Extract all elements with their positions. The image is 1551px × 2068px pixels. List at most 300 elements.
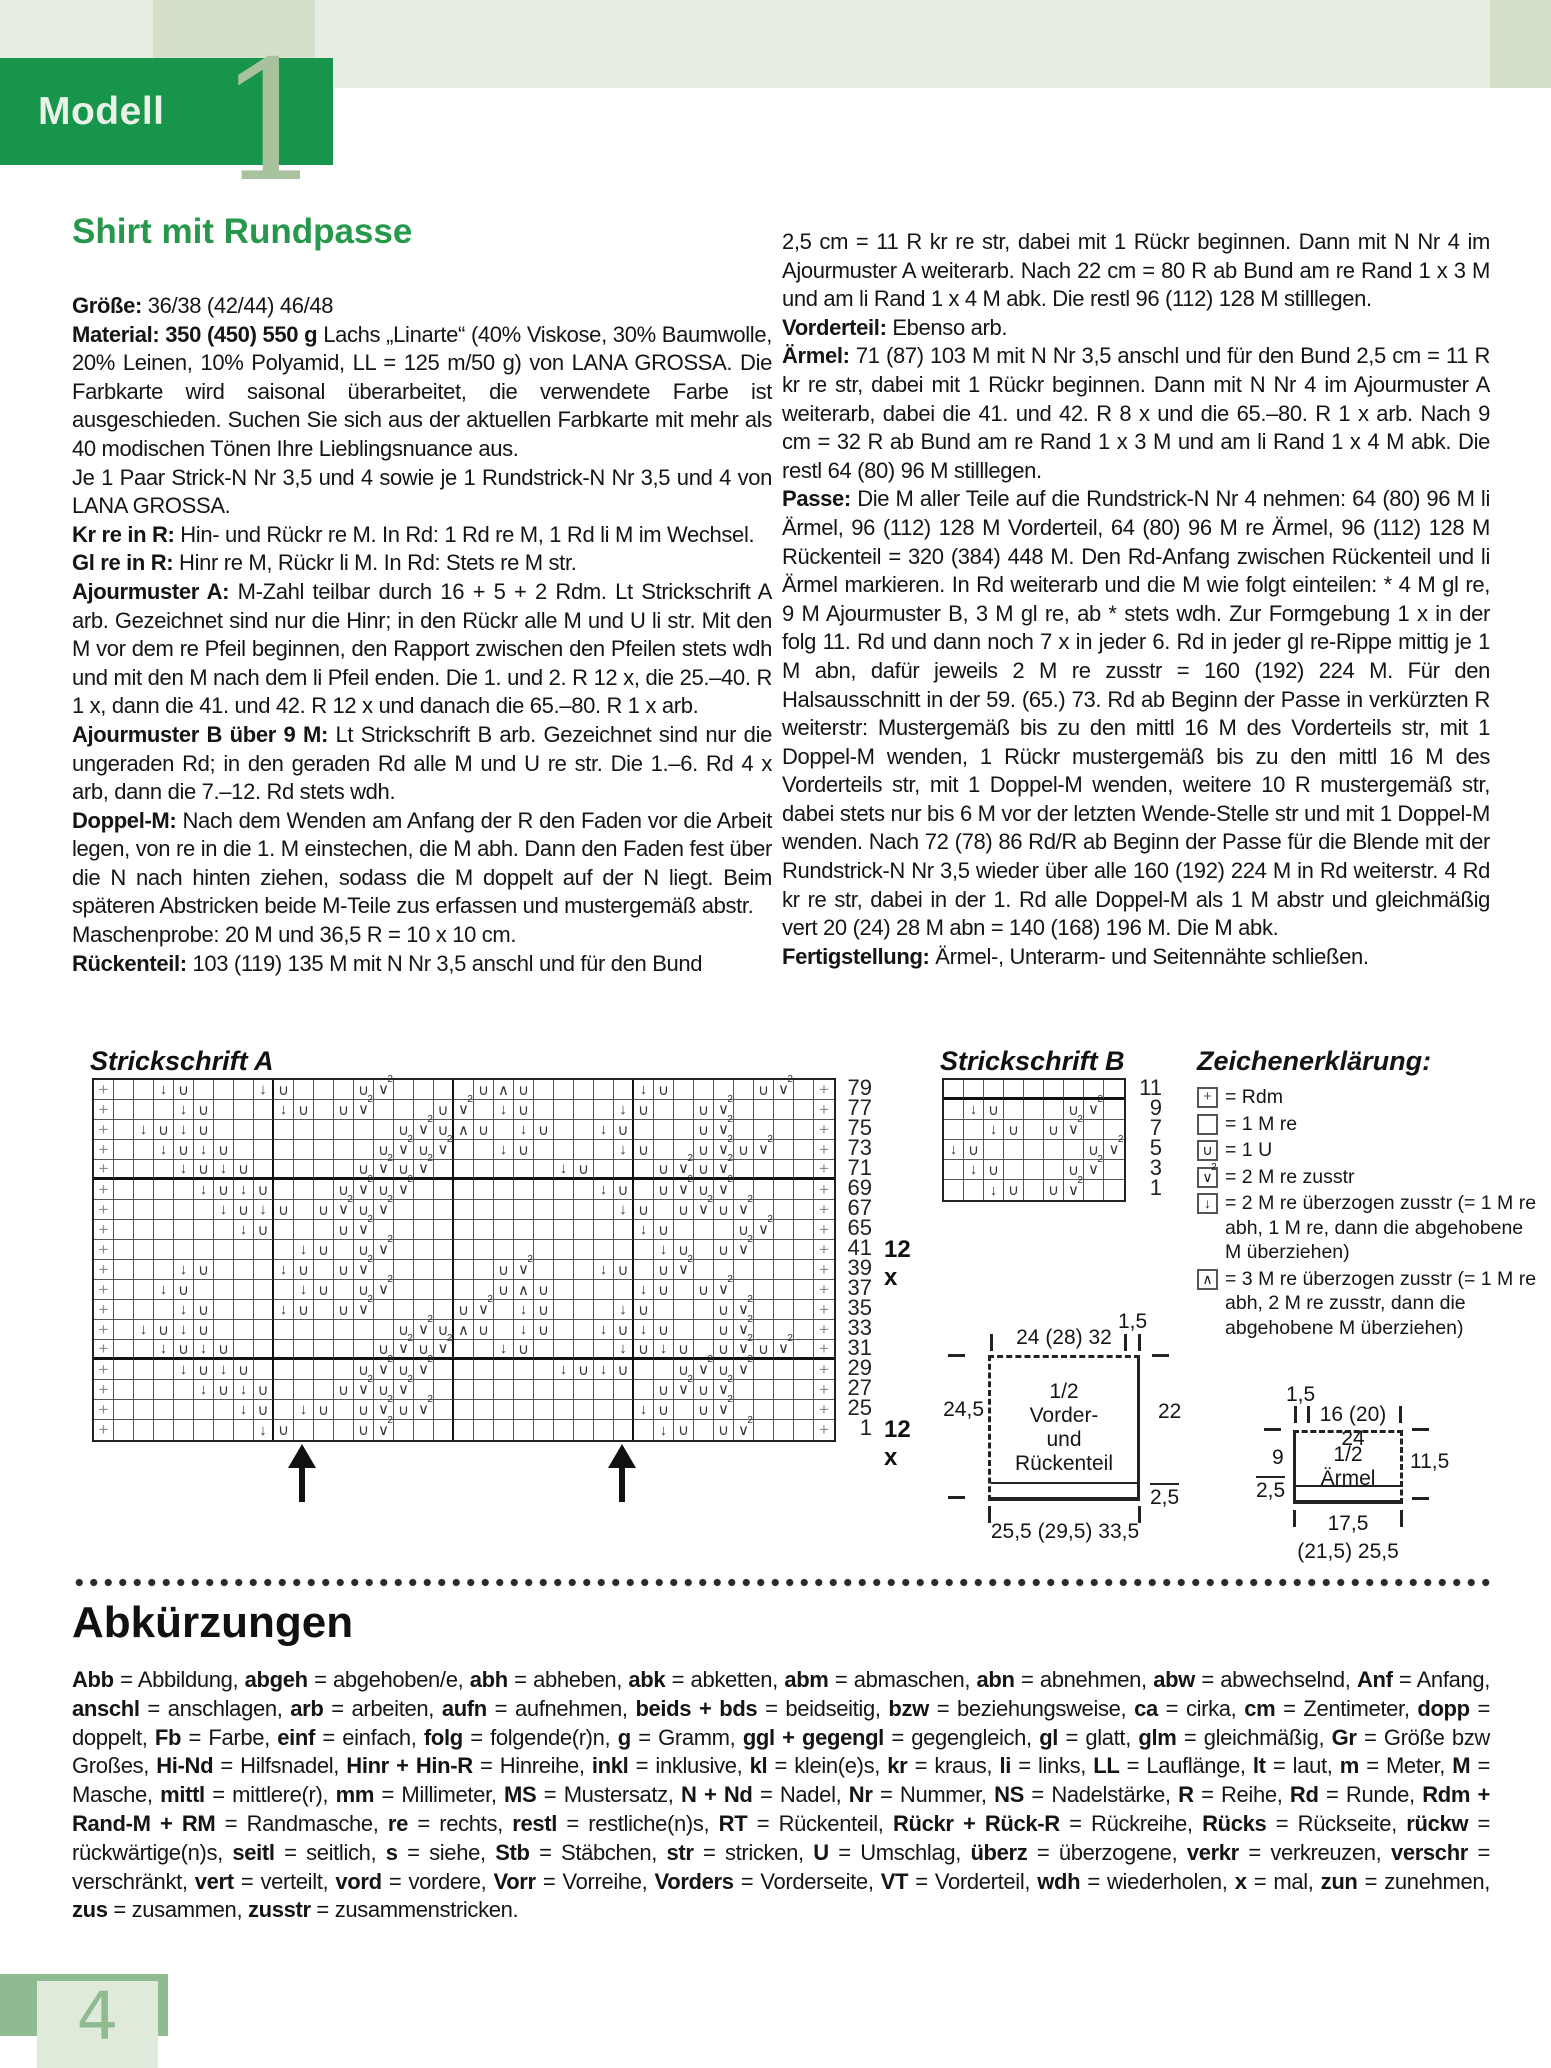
chart-cell [534,1340,554,1360]
chart-cell: ∪ [714,1340,734,1360]
chart-cell [774,1240,794,1260]
chart-cell: ↓ [634,1280,654,1300]
chart-cell: ∪ [694,1400,714,1420]
chart-cell: ↓ [634,1220,654,1240]
chart-cell [254,1160,274,1180]
chart-cell: ∪ [194,1120,214,1140]
chart-cell [214,1100,234,1120]
chart-cell [614,1080,634,1100]
chart-cell [374,1300,394,1320]
symbol-legend [1197,1046,1542,1342]
chart-cell [474,1240,494,1260]
chart-cell [574,1200,594,1220]
chart-cell: ↓ [554,1160,574,1180]
top-band-right-block [1490,0,1551,88]
chart-cell [614,1400,634,1420]
chart-cell: ∪ [414,1140,434,1160]
chart-cell [574,1320,594,1340]
chart-cell [214,1220,234,1240]
chart-cell: ∪ [294,1260,314,1280]
chart-cell [394,1260,414,1280]
chart-cell: ↓ [214,1160,234,1180]
chart-cell: ∪ [694,1160,714,1180]
chart-cell [634,1420,654,1440]
chart-cell [694,1420,714,1440]
chart-cell [984,1080,1004,1100]
chart-cell [274,1180,294,1200]
chart-cell: ∨ 2 [1084,1100,1104,1120]
chart-cell [194,1220,214,1240]
tick [1399,1406,1402,1423]
chart-cell: ∪ [334,1100,354,1120]
chart-cell [154,1420,174,1440]
chart-cell [114,1260,134,1280]
chart-cell: + [814,1340,834,1360]
chart-cell: ↓ [944,1140,964,1160]
chart-cell [674,1100,694,1120]
chart-cell [334,1160,354,1180]
chart-cell [574,1260,594,1280]
chart-cell [654,1200,674,1220]
chart-cell [334,1340,354,1360]
chart-cell [134,1380,154,1400]
chart-cell: ∨ 2 [414,1320,434,1340]
chart-cell [1104,1100,1124,1120]
legend-symbol-icon: ∧ [1197,1269,1218,1290]
chart-cell [234,1420,254,1440]
chart-cell [414,1260,434,1280]
chart-cell [574,1420,594,1440]
chart-cell: ↓ [174,1100,194,1120]
chart-cell [434,1280,454,1300]
legend-text: = 2 M re überzogen zusstr (= 1 M re abh, 1 M re, dann die abgehobene M überziehen) [1225,1192,1537,1263]
chart-cell: ∪ [314,1200,334,1220]
legend-item [1197,1162,1542,1190]
chart-cell [234,1140,254,1160]
chart-cell [514,1200,534,1220]
chart-cell: + [94,1320,114,1340]
chart-cell: + [814,1400,834,1420]
chart-cell [554,1420,574,1440]
body-left-measure: 24,5 [943,1398,984,1421]
chart-cell: ↓ [294,1400,314,1420]
chart-cell [214,1400,234,1420]
chart-cell: ∪ [354,1280,374,1300]
chart-cell: ∨ 2 [754,1220,774,1240]
chart-cell [114,1280,134,1300]
chart-cell [114,1400,134,1420]
chart-cell [774,1380,794,1400]
chart-cell: ∪ [964,1140,984,1160]
chart-cell [154,1220,174,1240]
chart-cell: ↓ [594,1180,614,1200]
chart-cell: ↓ [274,1260,294,1280]
body-outline [988,1355,1140,1501]
chart-cell [294,1220,314,1240]
chart-cell: ∨ 2 [714,1100,734,1120]
chart-cell: ∪ [194,1360,214,1380]
chart-cell: ∪ [394,1320,414,1340]
chart-cell [1024,1080,1044,1100]
chart-cell: ∪ [634,1100,654,1120]
chart-cell: + [814,1080,834,1100]
chart-cell [254,1260,274,1280]
chart-cell: ∨ 2 [394,1340,414,1360]
chart-cell [494,1300,514,1320]
chart-cell [554,1320,574,1340]
chart-cell [134,1180,154,1200]
model-banner-label: Modell [38,89,165,133]
chart-cell [454,1140,474,1160]
body-right-measure: 22 [1158,1400,1182,1423]
chart-cell: ∨ 2 [354,1260,374,1280]
chart-cell [1004,1140,1024,1160]
chart-cell [754,1180,774,1200]
chart-row-labels: 11 9 7 5 3 1 [1139,1075,1162,1200]
chart-cell [134,1220,154,1240]
chart-cell [234,1080,254,1100]
chart-cell: + [94,1200,114,1220]
chart-cell: ∪ [634,1200,654,1220]
chart-cell [254,1100,274,1120]
chart-cell [1084,1180,1104,1200]
chart-cell [234,1100,254,1120]
chart-cell: ∨ 2 [734,1240,754,1260]
chart-cell: ∪ [194,1100,214,1120]
chart-cell [944,1100,964,1120]
chart-cell: ∨ 2 [714,1400,734,1420]
abbreviations-text: Abb = Abbildung, abgeh = abgehoben/e, abh = abheben, abk = abketten, abm = abmaschen, abn = abnehmen, abw = abwechselnd, Anf = Anfang, anschl = anschlagen, arb = arbeiten, aufn = aufnehmen, beids + bds = beidseitig, bzw = beziehungsweise, ca = cirka, cm = Zentimeter, dopp = doppelt, Fb = Farbe, einf = einfach, folg = folgende(r)n, g = Gramm, ggl + gegengl = gegengleich, gl = glatt, glm = gleichmäßig, Gr = Größe bzw Großes, Hi-Nd = Hilfsnadel, Hinr + Hin-R = Hinreihe, inkl = inklusive, kl = klein(e)s, kr = kraus, li = links, LL = Lauflänge, lt = laut, m = Meter, M = Masche, mittl = mittlere(r), mm = Millimeter, MS = Mustersatz, N + Nd = Nadel, Nr = Nummer, NS = Nadelstärke, R = Reihe, Rd = Runde, Rdm + Rand-M + RM = Randmasche, re = rechts, restl = restliche(n)s, RT = Rückenteil, Rückr + Rück-R = Rückreihe, Rücks = Rückseite, rückw = rückwärtige(n)s, seitl = seitlich, s = siehe, Stb = Stäbchen, str = stricken, U = Umschlag, überz = überzogene, verkr = verkreuzen, verschr = verschränkt, vert = verteilt, vord = vordere, Vorr = Vorreihe, Vorders = Vorderseite, VT = Vorderteil, wdh = wiederholen, x = mal, zun = zunehmen, zus = zusammen, zusstr = zusammenstricken. [72,1667,1491,1923]
chart-cell [534,1080,554,1100]
chart-cell [334,1400,354,1420]
chart-cell [454,1160,474,1180]
chart-cell: ∪ [354,1200,374,1220]
chart-cell [634,1360,654,1380]
legend-items [1197,1085,1542,1340]
chart-cell [474,1360,494,1380]
legend-text: = 3 M re überzogen zusstr (= 1 M re abh, 2 M re zusstr, dann die abgehobene M überziehen) [1225,1267,1537,1339]
chart-cell [1024,1100,1044,1120]
chart-cell [334,1140,354,1160]
chart-cell [114,1080,134,1100]
chart-cell: ∪ [714,1300,734,1320]
chart-cell [114,1220,134,1240]
chart-cell [694,1080,714,1100]
chart-cell [534,1380,554,1400]
chart-cell [154,1160,174,1180]
chart-cell: ↓ [254,1200,274,1220]
chart-cell: ∪ [214,1340,234,1360]
chart-cell: ∪ [174,1280,194,1300]
chart-cell [134,1100,154,1120]
chart-cell: ∪ [694,1280,714,1300]
chart-cell: ∨ 2 [414,1400,434,1420]
chart-cell: ↓ [254,1080,274,1100]
chart-cell [474,1260,494,1280]
chart-cell: ∪ [154,1120,174,1140]
chart-cell [774,1100,794,1120]
chart-cell [294,1320,314,1340]
chart-cell [174,1400,194,1420]
chart-cell [494,1420,514,1440]
chart-cell [134,1200,154,1220]
chart-cell: ∪ [984,1100,1004,1120]
chart-cell: ↓ [514,1320,534,1340]
chart-cell: ∪ [354,1240,374,1260]
chart-cell: ∪ [174,1340,194,1360]
paragraph: Material: 350 (450) 550 g Lachs „Linarte“ (40% Viskose, 30% Baumwolle, 20% Leinen, 10% Polyamid, LL = 125 m/50 g) von LANA GROSSA. Die Farbkarte wird saisonal überarbeitet, die verwendete Farbe ist ausgeschieden. Suchen Sie sich aus der aktuellen Farbkarte mit mehr als 40 modischen Tönen Ihre Lieblingsnuance aus. [72,321,772,461]
chart-cell [174,1240,194,1260]
chart-cell: ∪ [454,1300,474,1320]
chart-cell [154,1180,174,1200]
chart-cell [534,1400,554,1420]
chart-cell [474,1380,494,1400]
chart-cell: ↓ [514,1120,534,1140]
chart-cell: ∪ [754,1340,774,1360]
chart-cell [114,1380,134,1400]
chart-cell: ↓ [614,1100,634,1120]
chart-cell [134,1360,154,1380]
chart-cell: ∪ [634,1340,654,1360]
chart-cell [754,1400,774,1420]
chart-cell: ∪ [314,1400,334,1420]
chart-cell [774,1420,794,1440]
chart-cell: ∪ [674,1360,694,1380]
chart-cell [294,1360,314,1380]
body-rib-measure: 2,5 [1150,1483,1179,1510]
chart-cell [794,1400,814,1420]
paragraph: 2,5 cm = 11 R kr re str, dabei mit 1 Rückr beginnen. Dann mit N Nr 4 im Ajourmuster A weiterarb. Nach 22 cm = 80 R ab Bund am re Rand 1 x 3 M und am li Rand 1 x 4 M abk. Die restl 96 (112) 128 M stilllegen. [782,229,1490,312]
chart-cell: ↓ [154,1140,174,1160]
chart-cell: ↓ [214,1360,234,1380]
chart-cell [114,1100,134,1120]
chart-cell [774,1220,794,1240]
chart-cell [494,1180,514,1200]
tick [948,1496,965,1499]
chart-cell: ↓ [174,1160,194,1180]
chart-cell: ↓ [614,1300,634,1320]
chart-cell [574,1140,594,1160]
chart-cell: ∨ 2 [354,1300,374,1320]
chart-cell [314,1300,334,1320]
legend-item [1197,1267,1542,1341]
chart-cell [554,1400,574,1420]
chart-cell: ∨ 2 [734,1360,754,1380]
chart-b-title: Strickschrift B [940,1046,1125,1076]
chart-cell: ↓ [174,1120,194,1140]
chart-cell: ↓ [214,1200,234,1220]
chart-cell: + [814,1380,834,1400]
chart-cell: ↓ [174,1320,194,1340]
chart-cell [594,1380,614,1400]
chart-cell: ↓ [634,1400,654,1420]
chart-cell: + [814,1140,834,1160]
chart-cell [454,1280,474,1300]
chart-a-grid [92,1074,836,1442]
chart-cell [514,1360,534,1380]
chart-cell [774,1360,794,1380]
chart-cell [614,1380,634,1400]
chart-cell [454,1400,474,1420]
chart-cell [214,1260,234,1280]
chart-cell [754,1300,774,1320]
chart-cell: ∪ [694,1180,714,1200]
chart-cell: ∪ [714,1240,734,1260]
chart-cell: + [814,1100,834,1120]
chart-cell: ↓ [964,1160,984,1180]
paragraph: Maschenprobe: 20 M und 36,5 R = 10 x 10 cm. [72,922,517,948]
chart-cell [594,1400,614,1420]
chart-cell [174,1180,194,1200]
chart-cell [294,1160,314,1180]
chart-cell: ∪ [274,1200,294,1220]
chart-cell [134,1140,154,1160]
chart-cell [294,1180,314,1200]
chart-cell: ∨ 2 [714,1180,734,1200]
chart-cell: + [94,1240,114,1260]
chart-cell [944,1080,964,1100]
chart-cell [674,1120,694,1140]
chart-cell [1004,1100,1024,1120]
chart-cell: ∨ 2 [474,1300,494,1320]
sleeve-bottom-measure-2: (21,5) 25,5 [1297,1540,1399,1563]
chart-cell [454,1240,474,1260]
instructions-left-column [72,292,772,978]
chart-cell [774,1260,794,1280]
chart-cell [314,1380,334,1400]
chart-cell: ∪ [714,1360,734,1380]
chart-cell: ∪ [234,1160,254,1180]
chart-cell: + [94,1300,114,1320]
chart-cell [734,1260,754,1280]
chart-cell [1024,1180,1044,1200]
chart-cell: ↓ [234,1180,254,1200]
tick [1307,1406,1310,1423]
chart-cell [794,1160,814,1180]
chart-cell [134,1300,154,1320]
chart-cell [134,1280,154,1300]
chart-cell: + [94,1140,114,1160]
chart-cell: ↓ [654,1340,674,1360]
chart-cell [254,1320,274,1340]
chart-cell [474,1100,494,1120]
chart-cell [454,1260,474,1280]
chart-cell: ∪ [674,1340,694,1360]
chart-cell [794,1380,814,1400]
chart-cell [314,1260,334,1280]
chart-cell [944,1180,964,1200]
chart-cell [214,1300,234,1320]
chart-cell: ↓ [194,1140,214,1160]
chart-cell [234,1260,254,1280]
chart-cell [754,1280,774,1300]
chart-cell: ∪ [214,1180,234,1200]
chart-cell: ∪ [274,1420,294,1440]
legend-item [1197,1085,1542,1110]
body-bottom-measure: 25,5 (29,5) 33,5 [990,1520,1140,1543]
chart-cell [1104,1180,1124,1200]
chart-cell [214,1280,234,1300]
chart-cell: ∪ [354,1160,374,1180]
chart-cell [314,1120,334,1140]
chart-cell [414,1080,434,1100]
chart-cell [414,1280,434,1300]
chart-cell [774,1160,794,1180]
chart-cell [774,1300,794,1320]
chart-cell [434,1240,454,1260]
page-number: 4 [76,1978,119,2055]
repeat-count-label: 12 x [884,1416,911,1471]
chart-cell: ∨ 2 [434,1140,454,1160]
chart-cell [354,1340,374,1360]
chart-cell [534,1420,554,1440]
chart-cell: ∨ 2 [694,1200,714,1220]
chart-cell [574,1080,594,1100]
chart-cell [574,1280,594,1300]
chart-cell [254,1280,274,1300]
chart-cell [414,1240,434,1260]
chart-cell: ∪ [514,1080,534,1100]
chart-cell [274,1160,294,1180]
chart-cell [314,1340,334,1360]
chart-a [92,1074,911,1471]
chart-cell [554,1080,574,1100]
chart-cell: ∪ [294,1100,314,1120]
chart-cell: ∪ [654,1400,674,1420]
chart-cell [434,1300,454,1320]
chart-cell: ↓ [234,1400,254,1420]
chart-cell [794,1300,814,1320]
chart-cell [494,1360,514,1380]
tick [1294,1406,1297,1423]
chart-cell: ↓ [594,1320,614,1340]
chart-cell [134,1240,154,1260]
chart-cell [1104,1080,1124,1100]
chart-cell [434,1160,454,1180]
chart-cell: ∪ [694,1140,714,1160]
chart-cell [754,1420,774,1440]
chart-cell [964,1080,984,1100]
chart-cell: ∪ [674,1420,694,1440]
chart-cell: ↓ [134,1120,154,1140]
chart-cell [534,1240,554,1260]
chart-cell [514,1180,534,1200]
chart-cell [434,1360,454,1380]
chart-cell [394,1080,414,1100]
chart-cell: ∪ [494,1280,514,1300]
chart-cell [594,1100,614,1120]
chart-cell [674,1220,694,1240]
chart-cell [494,1160,514,1180]
chart-cell [494,1200,514,1220]
chart-cell: ∪ [514,1100,534,1120]
chart-cell: ∪ [674,1240,694,1260]
paragraph: Gl re in R: Hinr re M, Rückr li M. In Rd: Stets re M str. [72,550,577,576]
sleeve-top-measure: 16 (20) 24 [1319,1403,1387,1450]
chart-cell: ∪ [394,1120,414,1140]
chart-cell: ∪ [1064,1160,1084,1180]
chart-cell: ↓ [234,1220,254,1240]
chart-cell [214,1120,234,1140]
chart-cell: ∪ [654,1220,674,1240]
chart-cell: ∪ [654,1180,674,1200]
chart-cell [274,1280,294,1300]
chart-cell: ∨ 2 [694,1360,714,1380]
chart-cell: ↓ [964,1100,984,1120]
chart-cell [394,1220,414,1240]
chart-cell: ∧ [494,1080,514,1100]
chart-cell [734,1080,754,1100]
